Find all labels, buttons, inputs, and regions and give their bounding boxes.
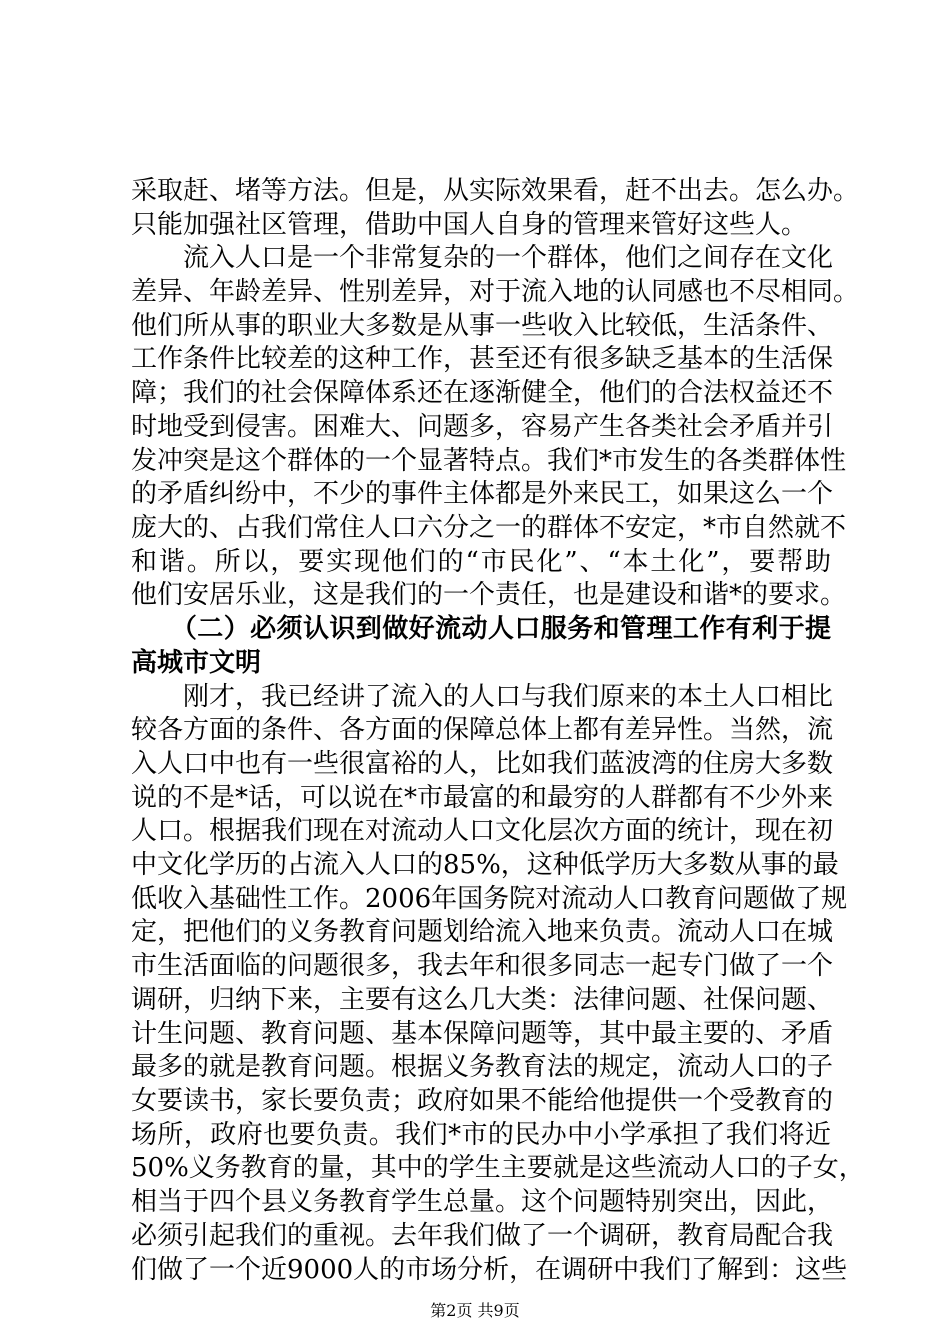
text-line: 时地受到侵害。困难大、问题多，容易产生各类社会矛盾并引 — [131, 412, 834, 442]
text-line: 只能加强社区管理，借助中国人自身的管理来管好这些人。 — [131, 210, 808, 240]
text-line: 最多的就是教育问题。根据义务教育法的规定，流动人口的子 — [131, 1052, 834, 1082]
text-line: 必须引起我们的重视。去年我们做了一个调研，教育局配合我 — [131, 1221, 834, 1251]
text-line: 的矛盾纠纷中，不少的事件主体都是外来民工，如果这么一个 — [131, 479, 834, 509]
text-line: 工作条件比较差的这种工作，甚至还有很多缺乏基本的生活保 — [131, 344, 834, 374]
text-line: 差异、年龄差异、性别差异，对于流入地的认同感也不尽相同。 — [131, 277, 860, 307]
text-line: 说的不是*话，可以说在*市最富的和最穷的人群都有不少外来 — [131, 783, 834, 813]
text-line: 他们安居乐业，这是我们的一个责任，也是建设和谐*的要求。 — [131, 580, 847, 610]
text-line: 计生问题、教育问题、基本保障问题等，其中最主要的、矛盾 — [131, 1019, 834, 1049]
text-line: 市生活面临的问题很多，我去年和很多同志一起专门做了一个 — [131, 951, 834, 981]
text-line: 场所，政府也要负责。我们*市的民办中小学承担了我们将近 — [131, 1120, 831, 1150]
text-line: 们做了一个近9000人的市场分析，在调研中我们了解到：这些 — [131, 1255, 848, 1285]
text-line: 调研，归纳下来，主要有这么几大类：法律问题、社保问题、 — [131, 985, 834, 1015]
text-line: 刚才，我已经讲了流入的人口与我们原来的本土人口相比 — [131, 682, 834, 712]
page-number-footer: 第2页 共9页 — [430, 1301, 520, 1320]
text-line: 流入人口是一个非常复杂的一个群体，他们之间存在文化 — [131, 243, 834, 273]
text-line: 人口。根据我们现在对流动人口文化层次方面的统计，现在初 — [131, 816, 834, 846]
text-line: 相当于四个县义务教育学生总量。这个问题特别突出，因此， — [131, 1187, 834, 1217]
text-line: 较各方面的条件、各方面的保障总体上都有差异性。当然，流 — [131, 715, 834, 745]
text-line: 障；我们的社会保障体系还在逐渐健全，他们的合法权益还不 — [131, 378, 834, 408]
text-line: 发冲突是这个群体的一个显著特点。我们*市发生的各类群体性 — [131, 446, 847, 476]
section-heading-line: （二）必须认识到做好流动人口服务和管理工作有利于提 — [131, 614, 831, 644]
section-heading-line: 高城市文明 — [131, 648, 262, 678]
text-line: 采取赶、堵等方法。但是，从实际效果看，赶不出去。怎么办。 — [131, 176, 860, 206]
text-line: 庞大的、占我们常住人口六分之一的群体不安定，*市自然就不 — [131, 513, 847, 543]
text-line: 定，把他们的义务教育问题划给流入地来负责。流动人口在城 — [131, 917, 834, 947]
text-line: 他们所从事的职业大多数是从事一些收入比较低，生活条件、 — [131, 311, 834, 341]
text-line: 中文化学历的占流入人口的85%，这种低学历大多数从事的最 — [131, 850, 839, 880]
text-line: 低收入基础性工作。2006年国务院对流动人口教育问题做了规 — [131, 884, 848, 914]
text-line: 和谐。所以，要实现他们的“市民化”、“本土化”，要帮助 — [131, 547, 831, 577]
text-line: 50%义务教育的量，其中的学生主要就是这些流动人口的子女， — [131, 1153, 865, 1183]
text-line: 入人口中也有一些很富裕的人，比如我们蓝波湾的住房大多数 — [131, 749, 834, 779]
text-line: 女要读书，家长要负责；政府如果不能给他提供一个受教育的 — [131, 1086, 834, 1116]
